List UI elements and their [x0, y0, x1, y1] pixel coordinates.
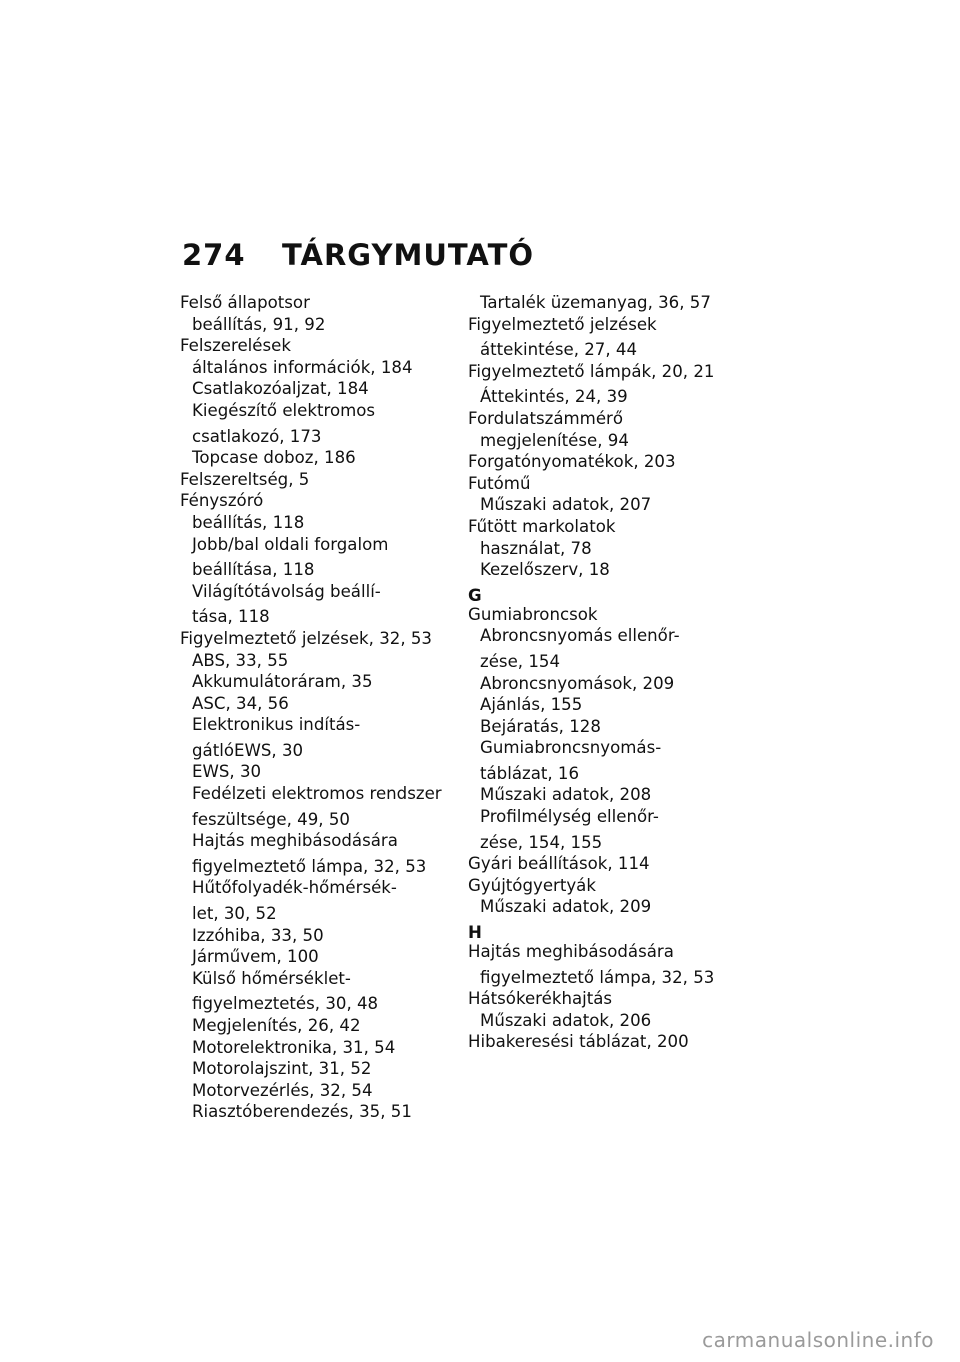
index-subentry: Csatlakozóaljzat, 184 [192, 379, 369, 399]
index-subentry: Abroncsnyomás ellenőr- [480, 626, 680, 646]
index-subentry: Tartalék üzemanyag, 36, 57 [480, 293, 711, 312]
index-letter-heading: G [468, 585, 482, 605]
index-subentry: Bejáratás, 128 [480, 716, 601, 736]
index-subentry: Riasztóberendezés, 35, 51 [192, 1102, 412, 1122]
index-entry: Gyújtógyertyák [468, 875, 596, 895]
index-subentry: beállítás, 118 [192, 512, 305, 532]
index-subentry: csatlakozó, 173 [192, 426, 322, 446]
index-subentry: általános információk, 184 [192, 357, 413, 377]
index-subentry: Izzóhiba, 33, 50 [192, 925, 324, 945]
index-subentry: ABS, 33, 55 [192, 650, 289, 670]
index-entry: Futómű [468, 473, 531, 493]
index-entry: Figyelmeztető lámpák, 20, 21 [468, 361, 715, 381]
index-subentry: ASC, 34, 56 [192, 693, 289, 713]
index-subentry: áttekintése, 27, 44 [480, 340, 638, 360]
index-subentry: zése, 154, 155 [480, 832, 603, 852]
index-subentry: Gumiabroncsnyomás- [480, 738, 662, 758]
index-subentry: Motorelektronika, 31, 54 [192, 1037, 396, 1057]
index-letter-heading: H [468, 923, 482, 943]
index-subentry: Hajtás meghibásodására [192, 831, 398, 851]
index-subentry: Kezelőszerv, 18 [480, 560, 610, 580]
index-subentry: Topcase doboz, 186 [192, 448, 356, 468]
index-entry: Gumiabroncsok [468, 604, 598, 624]
index-entry: Fűtött markolatok [468, 516, 616, 536]
index-subentry: megjelenítése, 94 [480, 430, 629, 450]
index-entry: Hajtás meghibásodására [468, 942, 674, 962]
index-subentry: Megjelenítés, 26, 42 [192, 1016, 361, 1035]
index-subentry: Járművem, 100 [192, 947, 319, 967]
index-subentry: tása, 118 [192, 607, 270, 627]
index-subentry: Világítótávolság beállí- [192, 581, 381, 601]
index-subentry: Fedélzeti elektromos rendszer [192, 784, 442, 804]
index-subentry: Ajánlás, 155 [480, 695, 583, 715]
index-subentry: feszültsége, 49, 50 [192, 809, 350, 829]
index-subentry: Műszaki adatok, 206 [480, 1010, 652, 1030]
index-subentry: figyelmeztető lámpa, 32, 53 [480, 967, 715, 987]
index-subentry: táblázat, 16 [480, 763, 580, 783]
watermark-text: carmanualsonline.info [702, 1328, 934, 1352]
index-subentry: használat, 78 [480, 538, 592, 558]
index-subentry: Motorolajszint, 31, 52 [192, 1059, 372, 1079]
index-subentry: Hűtőfolyadék-hőmérsék- [192, 878, 397, 898]
index-subentry: Műszaki adatok, 208 [480, 785, 652, 805]
index-entry: Felszereltség, 5 [180, 469, 310, 489]
page-title: TÁRGYMUTATÓ [282, 238, 535, 272]
index-entry: Felső állapotsor [180, 293, 310, 312]
index-subentry: Akkumulátoráram, 35 [192, 672, 373, 692]
index-entry: Felszerelések [180, 336, 291, 356]
index-subentry: Műszaki adatok, 209 [480, 897, 652, 917]
index-subentry: zése, 154 [480, 651, 560, 671]
index-subentry: Kiegészítő elektromos [192, 400, 376, 420]
index-entry: Forgatónyomatékok, 203 [468, 452, 676, 472]
index-subentry: Műszaki adatok, 207 [480, 495, 652, 515]
index-entry: Hátsókerékhajtás [468, 989, 613, 1009]
index-entry: Figyelmeztető jelzések, 32, 53 [180, 628, 432, 648]
index-subentry: figyelmeztető lámpa, 32, 53 [192, 856, 427, 876]
index-subentry: let, 30, 52 [192, 904, 277, 924]
index-subentry: Jobb/bal oldali forgalom [192, 534, 389, 554]
index-subentry: Motorvezérlés, 32, 54 [192, 1080, 373, 1100]
index-column-right [468, 292, 733, 1053]
index-subentry: beállítás, 91, 92 [192, 314, 326, 334]
index-entry: Fordulatszámmérő [468, 408, 624, 428]
index-entry: Hibakeresési táblázat, 200 [468, 1032, 689, 1052]
index-subentry: Külső hőmérséklet- [192, 968, 351, 988]
index-entry: Figyelmeztető jelzések [468, 314, 657, 334]
index-entry: Fényszóró [180, 491, 264, 511]
index-column-left [180, 292, 445, 1123]
index-subentry: beállítása, 118 [192, 560, 315, 580]
index-subentry: EWS, 30 [192, 762, 262, 782]
page-header [182, 238, 534, 272]
index-subentry: gátlóEWS, 30 [192, 740, 304, 760]
index-subentry: figyelmeztetés, 30, 48 [192, 994, 379, 1014]
page-number: 274 [182, 238, 246, 272]
index-subentry: Elektronikus indítás- [192, 715, 361, 735]
index-subentry: Abroncsnyomások, 209 [480, 673, 675, 693]
index-subentry: Áttekintés, 24, 39 [480, 387, 628, 407]
index-subentry: Profilmélység ellenőr- [480, 807, 659, 827]
index-entry: Gyári beállítások, 114 [468, 854, 650, 874]
